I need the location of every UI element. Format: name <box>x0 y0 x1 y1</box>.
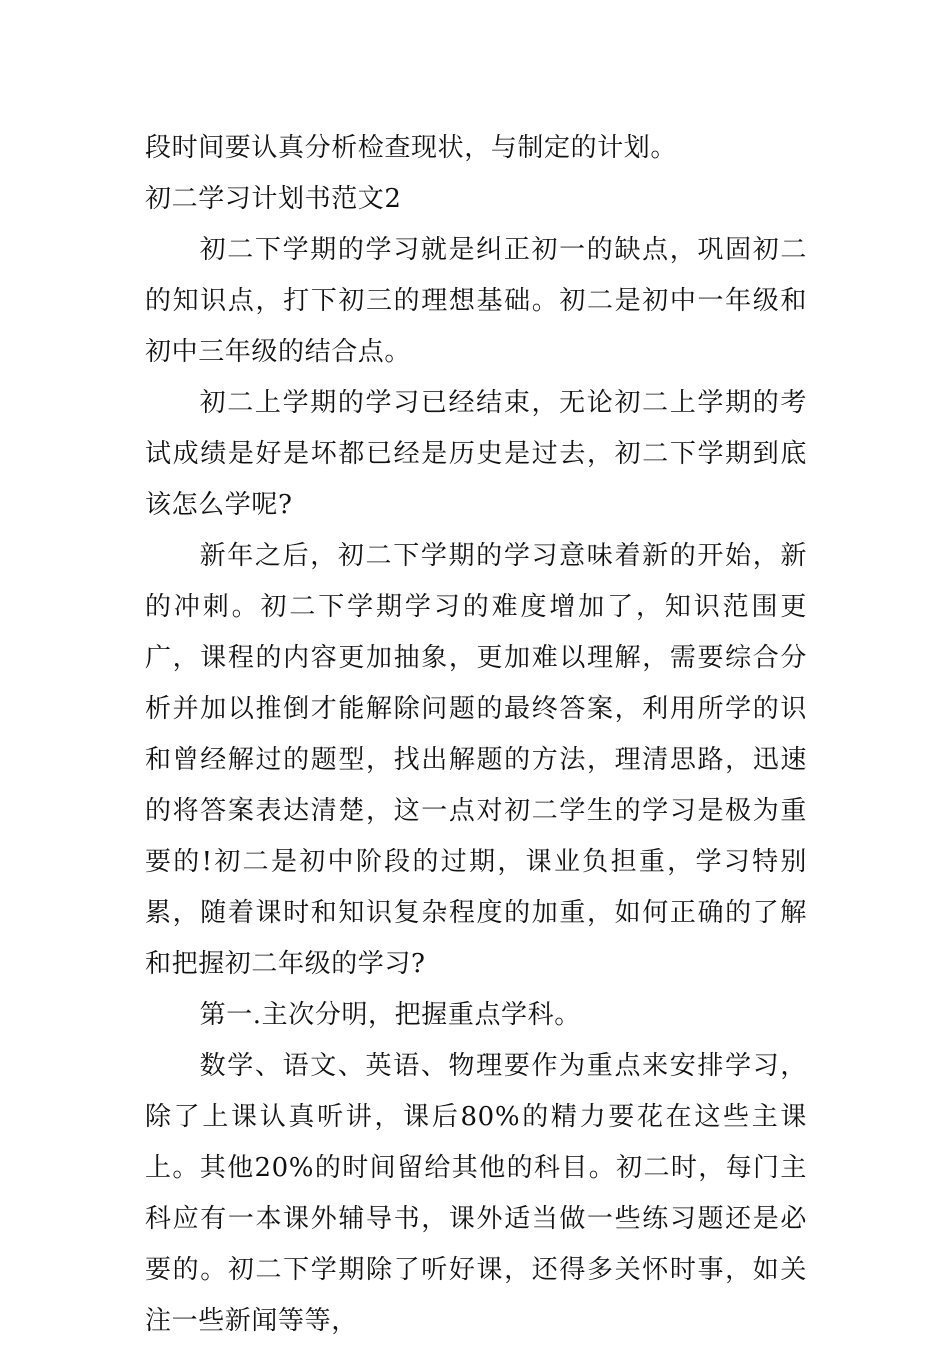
section-heading: 初二学习计划书范文2 <box>145 184 402 214</box>
document-body <box>145 123 807 1347</box>
paragraph-intro: 初二下学期的学习就是纠正初一的缺点，巩固初二的知识点，打下初三的理想基础。初二是初中一年级和初中三年级的结合点。 <box>145 235 807 367</box>
paragraph-continuation: 段时间要认真分析检查现状，与制定的计划。 <box>145 133 678 163</box>
paragraph-new-year: 新年之后，初二下学期的学习意味着新的开始，新的冲刺。初二下学期学习的难度增加了，知识范围更广，课程的内容更加抽象，更加难以理解，需要综合分析并加以推倒才能解除问题的最终答案，利用所学的识和曾经解过的题型，找出解题的方法，理清思路，迅速的将答案表达清楚，这一点对初二学生的学习是极为重要的!初二是初中阶段的过期，课业负担重，学习特别累，随着课时和知识复杂程度的加重，如何正确的了解和把握初二年级的学习? <box>145 541 807 979</box>
paragraph-subjects: 数学、语文、英语、物理要作为重点来安排学习，除了上课认真听讲，课后80%的精力要花在这些主课上。其他20%的时间留给其他的科目。初二时，每门主科应有一本课外辅导书，课外适当做一些练习题还是必要的。初二下学期除了听好课，还得多关怀时事，如关注一些新闻等等， <box>145 1051 807 1336</box>
paragraph-question: 初二上学期的学习已经结束，无论初二上学期的考试成绩是好是坏都已经是历史是过去，初二下学期到底该怎么学呢? <box>145 388 807 520</box>
paragraph-point-one: 第一.主次分明，把握重点学科。 <box>199 1000 581 1030</box>
